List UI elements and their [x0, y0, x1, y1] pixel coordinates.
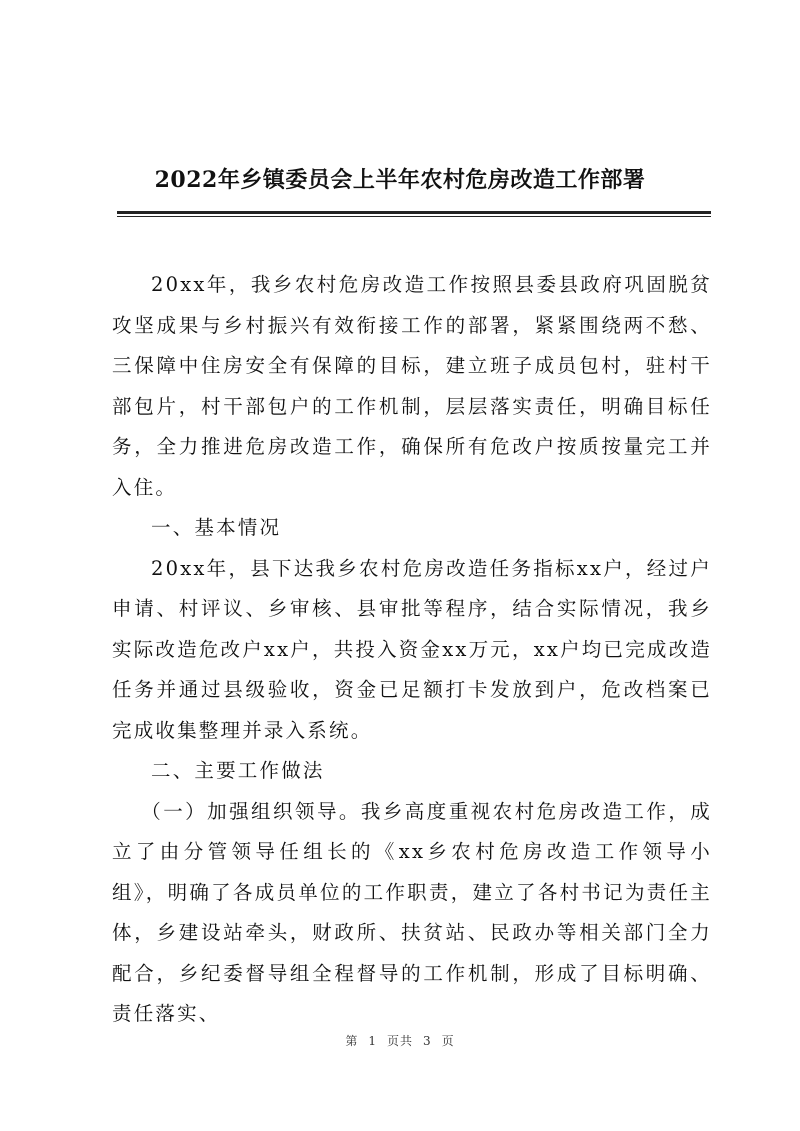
section-heading-basic-situation: 一、基本情况	[151, 516, 282, 539]
footer-middle: 页共	[386, 1034, 413, 1048]
practice-paragraph-1: （一）加强组织领导。我乡高度重视农村危房改造工作，成立了由分管领导任组长的《xx乡农村危房改造工作领导小组》，明确了各成员单位的工作职责，建立了各村书记为责任主体，乡建设站牵头，财政所、扶贫站、民政办等相关部门全力配合，乡纪委督导组全程督导的工作机制，形成了目标明确、责任落实、	[112, 799, 712, 1025]
basic-situation-paragraph: 20xx年，县下达我乡农村危房改造任务指标xx户，经过户申请、村评议、乡审核、县审批等程序，结合实际情况，我乡实际改造危改户xx户，共投入资金xx万元，xx户均已完成改造任务并通过县级验收，资金已足额打卡发放到户，危改档案已完成收集整理并录入系统。	[112, 556, 712, 742]
title-divider-thin	[117, 216, 711, 217]
footer-suffix: 页	[441, 1034, 455, 1048]
title-divider-thick	[117, 211, 711, 214]
footer-page-number: 1	[368, 1034, 377, 1048]
document-title: 2022年乡镇委员会上半年农村危房改造工作部署	[154, 167, 646, 193]
page-footer	[0, 1032, 800, 1049]
section-heading-main-practices: 二、主要工作做法	[151, 759, 325, 782]
document-body	[112, 265, 712, 1035]
intro-paragraph: 20xx年，我乡农村危房改造工作按照县委县政府巩固脱贫攻坚成果与乡村振兴有效衔接工作的部署，紧紧围绕两不愁、三保障中住房安全有保障的目标，建立班子成员包村，驻村干部包片，村干部包户的工作机制，层层落实责任，明确目标任务，全力推进危房改造工作，确保所有危改户按质按量完工并入住。	[112, 273, 712, 499]
footer-prefix: 第	[345, 1034, 359, 1048]
footer-page-total: 3	[423, 1034, 432, 1048]
